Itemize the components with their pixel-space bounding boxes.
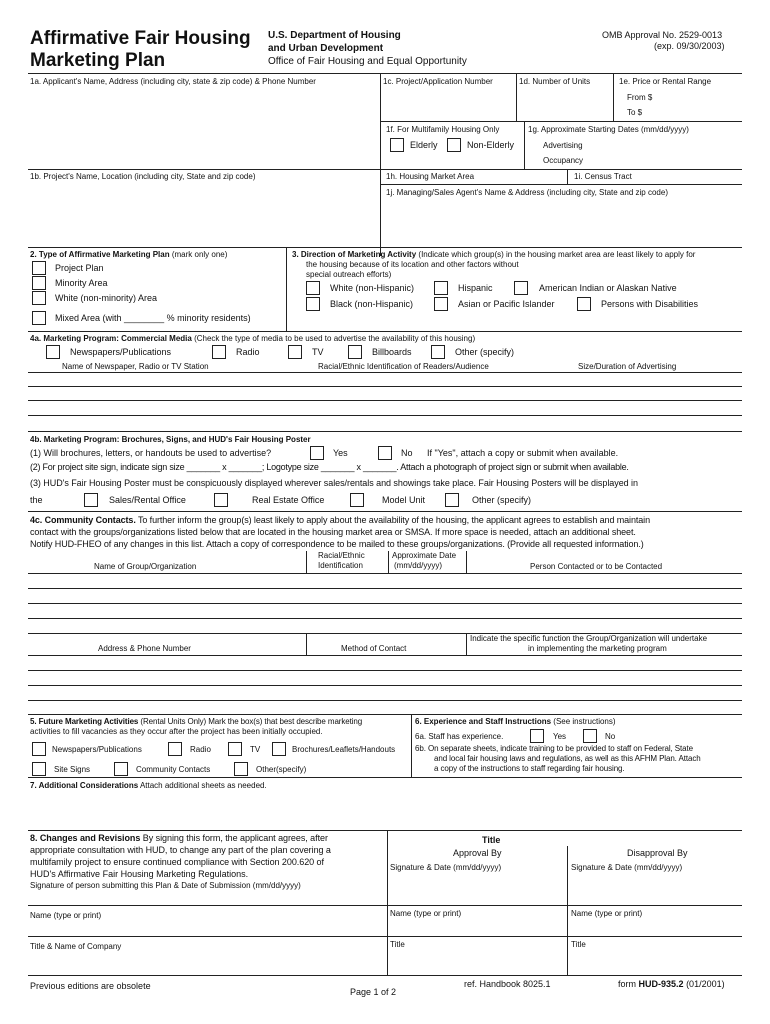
dept-line2: and Urban Development [268,43,384,54]
section-4a-desc: (Check the type of media to be used to advertise the availability of this housing) [194,334,476,343]
black-nonhispanic-checkbox[interactable] [306,297,320,311]
office-name: Office of Fair Housing and Equal Opportunity [268,56,467,67]
training-line2: and local fair housing laws and regulations, as well as this AFHM Plan. Attach [434,754,701,763]
disapproval-title-label: Title [571,940,586,949]
media-tv-checkbox[interactable] [288,345,302,359]
poster-the-label: the [30,495,43,505]
field-1a-label: 1a. Applicant's Name, Address (including city, state & zip code) & Phone Number [30,77,316,86]
future-brochures-label: Brochures/Leaflets/Handouts [292,745,396,754]
future-site-signs-checkbox[interactable] [32,762,46,776]
col-racial-line2: Identification [318,561,363,570]
media-radio-checkbox[interactable] [212,345,226,359]
approval-title-label: Title [390,940,405,949]
form-title-line1: Affirmative Fair Housing [30,28,251,49]
section-7-title: 7. Additional Considerations [30,781,139,790]
col-function-line1: Indicate the specific function the Group/Organization will undertake [470,634,708,643]
col-function-line2: in implementing the marketing program [528,644,667,653]
section-8-line3: multifamily project to ensure continued compliance with Section 200.620 of [30,857,324,867]
handbook-reference: ref. Handbook 8025.1 [464,979,551,989]
field-1e-label: 1e. Price or Rental Range [619,77,712,86]
form-title-line2: Marketing Plan [30,50,166,71]
media-newspapers-label: Newspapers/Publications [70,347,172,357]
future-community-label: Community Contacts [136,765,211,774]
disapproval-by-label: Disapproval By [627,848,688,858]
future-newspapers-checkbox[interactable] [32,742,46,756]
brochures-note: If "Yes", attach a copy or submit when available. [427,448,619,458]
real-estate-office-label: Real Estate Office [252,495,325,505]
asian-pacific-checkbox[interactable] [434,297,448,311]
approval-by-label: Approval By [453,848,502,858]
model-unit-label: Model Unit [382,495,426,505]
brochures-yes-checkbox[interactable] [310,446,324,460]
future-radio-checkbox[interactable] [168,742,182,756]
brochures-no-label: No [401,448,413,458]
section-5-title: 5. Future Marketing Activities [30,717,139,726]
real-estate-office-checkbox[interactable] [214,493,228,507]
section-7-note: Attach additional sheets as needed. [139,781,267,790]
american-indian-checkbox[interactable] [514,281,528,295]
media-radio-label: Radio [236,347,260,357]
section-4c-title: 4c. Community Contacts. [30,515,136,525]
sales-office-label: Sales/Rental Office [109,495,186,505]
media-newspapers-checkbox[interactable] [46,345,60,359]
section-4a-title: 4a. Marketing Program: Commercial Media [30,334,192,343]
approval-signature-label: Signature & Date (mm/dd/yyyy) [390,863,502,872]
minority-area-label: Minority Area [55,278,108,288]
mixed-area-label: Mixed Area (with ________ % minority residents) [55,313,251,323]
staff-experience-no-label: No [605,732,616,741]
future-newspapers-label: Newspapers/Publications [52,745,142,754]
section-3-desc-2: the housing because of its location and other factors without [306,260,519,269]
field-1j-label: 1j. Managing/Sales Agent's Name & Address (including city, State and zip code) [386,188,668,197]
non-elderly-label: Non-Elderly [467,140,515,150]
american-indian-label: American Indian or Alaskan Native [539,283,677,293]
col-station-name: Name of Newspaper, Radio or TV Station [62,362,209,371]
disabilities-checkbox[interactable] [577,297,591,311]
approval-name-label: Name (type or print) [390,909,462,918]
staff-experience-question: 6a. Staff has experience. [415,732,504,741]
media-billboards-checkbox[interactable] [348,345,362,359]
training-line1: 6b. On separate sheets, indicate training to be provided to staff on Federal, State [415,744,693,753]
poster-other-label: Other (specify) [472,495,532,505]
white-nonhispanic-label: White (non-Hispanic) [330,283,415,293]
hispanic-label: Hispanic [458,283,493,293]
future-radio-label: Radio [190,745,211,754]
future-tv-label: TV [250,745,261,754]
hispanic-checkbox[interactable] [434,281,448,295]
training-line3: a copy of the instructions to staff regarding fair housing. [434,764,625,773]
field-1d-label: 1d. Number of Units [519,77,591,86]
brochures-question: (1) Will brochures, letters, or handouts be used to advertise? [30,448,272,458]
field-1i-label: 1i. Census Tract [574,172,632,181]
occupancy-date-label: Occupancy [543,156,584,165]
disapproval-name-label: Name (type or print) [571,909,643,918]
poster-instruction: (3) HUD's Fair Housing Poster must be conspicuously displayed wherever sales/rentals and showings take place. Fair Housing Posters will be displayed in [30,478,638,488]
section-6-note: (See instructions) [553,717,616,726]
omb-number: OMB Approval No. 2529-0013 [602,30,723,40]
section-3-desc-3: special outreach efforts) [306,270,392,279]
future-brochures-checkbox[interactable] [272,742,286,756]
field-1c-label: 1c. Project/Application Number [383,77,493,86]
hud-use-title: Title [482,835,501,845]
signature-label: Signature of person submitting this Plan & Date of Submission (mm/dd/yyyy) [30,881,301,890]
black-nonhispanic-label: Black (non-Hispanic) [330,299,414,309]
section-4c-line1: To further inform the group(s) least likely to apply about the availability of the housing, the applicant agrees to establish and maintain [137,515,650,525]
section-2-title: 2. Type of Affirmative Marketing Plan [30,250,170,259]
section-4c-line3: Notify HUD-FHEO of any changes in this list. Attach a copy of correspondence to be mailed to these groups/organizations. (Provide all requested information.) [30,539,644,549]
future-other-label: Other(specify) [256,765,307,774]
white-area-label: White (non-minority) Area [55,293,158,303]
sign-size-instruction: (2) For project site sign, indicate sign size _______ x _______; Logotype size _______ x _______. Attach a photograph of project sign or submit when available. [30,462,629,472]
submitter-name-label: Name (type or print) [30,911,102,920]
col-method-contact: Method of Contact [341,644,407,653]
section-8-title: 8. Changes and Revisions [30,833,141,843]
section-5-note1: (Rental Units Only) Mark the box(s) that best describe marketing [140,717,363,726]
future-other-checkbox[interactable] [234,762,248,776]
elderly-label: Elderly [410,140,438,150]
omb-expiration: (exp. 09/30/2003) [654,41,725,51]
poster-other-checkbox[interactable] [445,493,459,507]
staff-experience-yes-label: Yes [553,732,567,741]
col-racial-line1: Racial/Ethnic [318,551,365,560]
model-unit-checkbox[interactable] [350,493,364,507]
section-5-note2: activities to fill vacancies as they occur after the project has been initially occupied. [30,727,323,736]
section-8-line2: appropriate consultation with HUD, to change any part of the plan covering a [30,845,331,855]
project-plan-label: Project Plan [55,263,104,273]
col-person-contacted: Person Contacted or to be Contacted [530,562,663,571]
col-group-name: Name of Group/Organization [94,562,197,571]
dept-line1: U.S. Department of Housing [268,30,401,41]
section-3-title: 3. Direction of Marketing Activity [292,250,417,259]
elderly-checkbox[interactable] [390,138,404,152]
media-other-checkbox[interactable] [431,345,445,359]
col-date-line2: (mm/dd/yyyy) [394,561,442,570]
field-1h-label: 1h. Housing Market Area [386,172,475,181]
asian-pacific-label: Asian or Pacific Islander [458,299,555,309]
future-site-signs-label: Site Signs [54,765,91,774]
mixed-area-checkbox[interactable] [32,311,46,325]
col-advertising-size: Size/Duration of Advertising [578,362,677,371]
advertising-date-label: Advertising [543,141,583,150]
media-billboards-label: Billboards [372,347,412,357]
section-8-line4: HUD's Affirmative Fair Housing Marketing Regulations. [30,869,249,879]
col-date-line1: Approximate Date [392,551,457,560]
title-company-label: Title & Name of Company [30,942,122,951]
brochures-no-checkbox[interactable] [378,446,392,460]
white-area-checkbox[interactable] [32,291,46,305]
col-readers-identification: Racial/Ethnic Identification of Readers/Audience [318,362,489,371]
media-tv-label: TV [312,347,324,357]
section-3-desc-1: (Indicate which group(s) in the housing market area are least likely to apply for [418,250,696,259]
section-4c-line2: contact with the groups/organizations listed below that are located in the housing market area or SMSA. If more space is needed, attach an additional sheet. [30,527,636,537]
media-other-label: Other (specify) [455,347,515,357]
obsolete-notice: Previous editions are obsolete [30,981,151,991]
future-community-checkbox[interactable] [114,762,128,776]
field-1g-label: 1g. Approximate Starting Dates (mm/dd/yyyy) [528,125,689,134]
form-number: form HUD-935.2 (01/2001) [618,979,725,989]
sales-office-checkbox[interactable] [84,493,98,507]
field-1f-label: 1f. For Multifamily Housing Only [386,125,500,134]
brochures-yes-label: Yes [333,448,348,458]
disabilities-label: Persons with Disabilities [601,299,699,309]
page-number: Page 1 of 2 [350,987,397,997]
staff-experience-no-checkbox[interactable] [583,729,597,743]
col-address-phone: Address & Phone Number [98,644,191,653]
staff-experience-yes-checkbox[interactable] [530,729,544,743]
section-6-title: 6. Experience and Staff Instructions [415,717,552,726]
section-8-line1: By signing this form, the applicant agrees, after [142,833,328,843]
section-4b-title: 4b. Marketing Program: Brochures, Signs, and HUD's Fair Housing Poster [30,435,311,444]
non-elderly-checkbox[interactable] [447,138,461,152]
disapproval-signature-label: Signature & Date (mm/dd/yyyy) [571,863,683,872]
project-plan-checkbox[interactable] [32,261,46,275]
minority-area-checkbox[interactable] [32,276,46,290]
future-tv-checkbox[interactable] [228,742,242,756]
field-1b-label: 1b. Project's Name, Location (including city, State and zip code) [30,172,256,181]
white-nonhispanic-checkbox[interactable] [306,281,320,295]
price-from-label: From $ [627,93,653,102]
section-2-note: (mark only one) [171,250,228,259]
price-to-label: To $ [627,108,643,117]
